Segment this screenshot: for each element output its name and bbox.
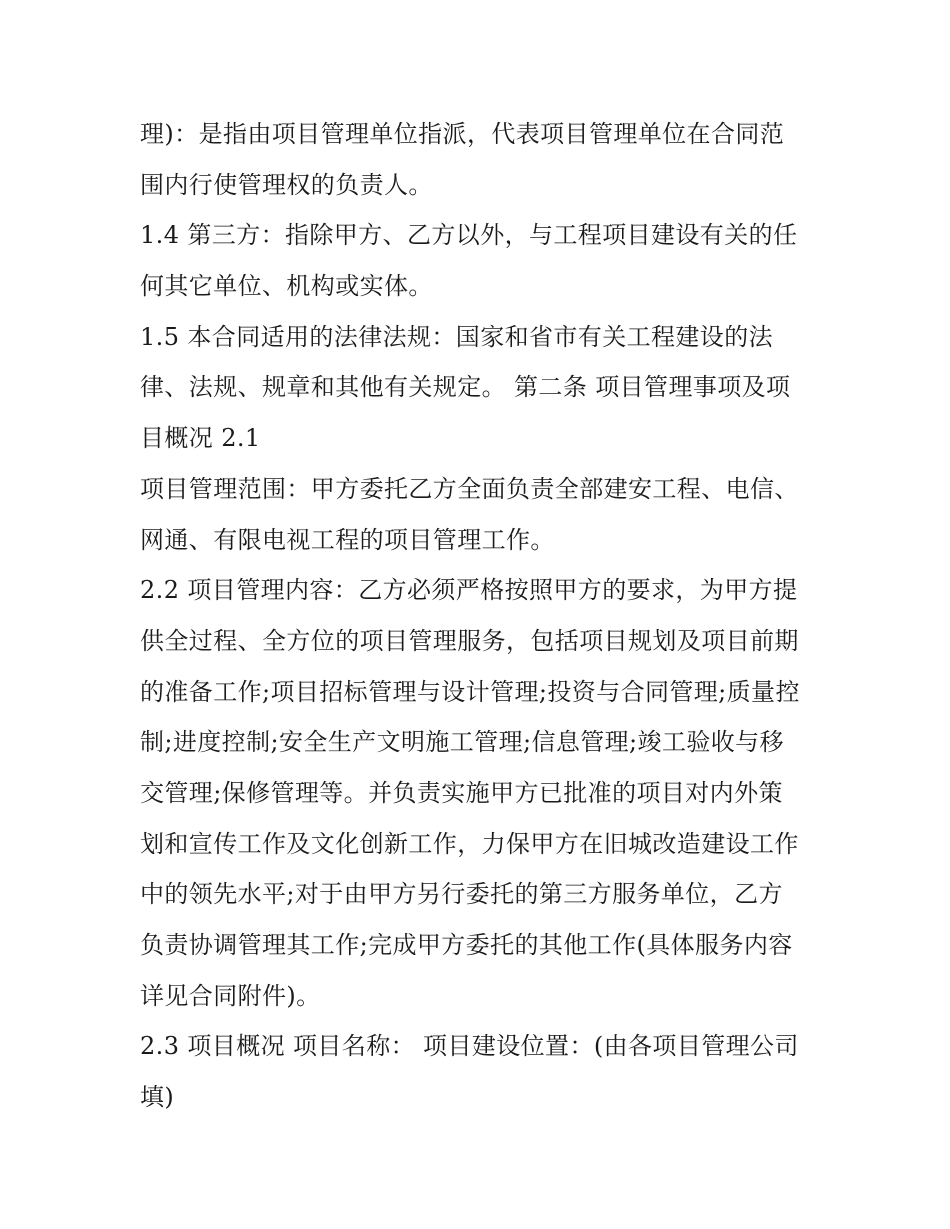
text-line: 目概况 2.1: [140, 424, 261, 453]
text-line: 围内行使管理权的负责人。: [140, 170, 433, 199]
text-line: 律、法规、规章和其他有关规定。 第二条 项目管理事项及项: [140, 373, 791, 402]
text-line: 制;进度控制;安全生产文明施工管理;信息管理;竣工验收与移: [140, 728, 784, 757]
text-line: 供全过程、全方位的项目管理服务，包括项目规划及项目前期: [140, 626, 799, 655]
text-line: 填): [140, 1083, 175, 1112]
text-line: 负责协调管理其工作;完成甲方委托的其他工作(具体服务内容: [140, 931, 793, 959]
text-line: 2.2 项目管理内容：乙方必须严格按照甲方的要求，为甲方提: [140, 576, 798, 605]
text-line: 详见合同附件)。: [140, 981, 321, 1010]
text-line: 2.3 项目概况 项目名称： 项目建设位置：(由各项目管理公司: [140, 1032, 799, 1061]
document-body: [140, 109, 820, 1123]
text-line: 的准备工作;项目招标管理与设计管理;投资与合同管理;质量控: [140, 677, 800, 706]
text-line: 理)：是指由项目管理单位指派，代表项目管理单位在合同范: [140, 120, 785, 148]
text-line: 交管理;保修管理等。并负责实施甲方已批准的项目对内外策: [140, 778, 783, 807]
text-line: 何其它单位、机构或实体。: [140, 272, 433, 301]
text-line: 网通、有限电视工程的项目管理工作。: [140, 525, 555, 554]
text-line: 1.5 本合同适用的法律法规：国家和省市有关工程建设的法: [140, 322, 773, 351]
text-line: 1.4 第三方：指除甲方、乙方以外，与工程项目建设有关的任: [140, 221, 798, 250]
text-line: 划和宣传工作及文化创新工作，力保甲方在旧城改造建设工作: [140, 829, 799, 858]
text-line: 中的领先水平;对于由甲方另行委托的第三方服务单位，乙方: [140, 880, 783, 909]
text-line: 项目管理范围：甲方委托乙方全面负责全部建安工程、电信、: [140, 474, 799, 503]
